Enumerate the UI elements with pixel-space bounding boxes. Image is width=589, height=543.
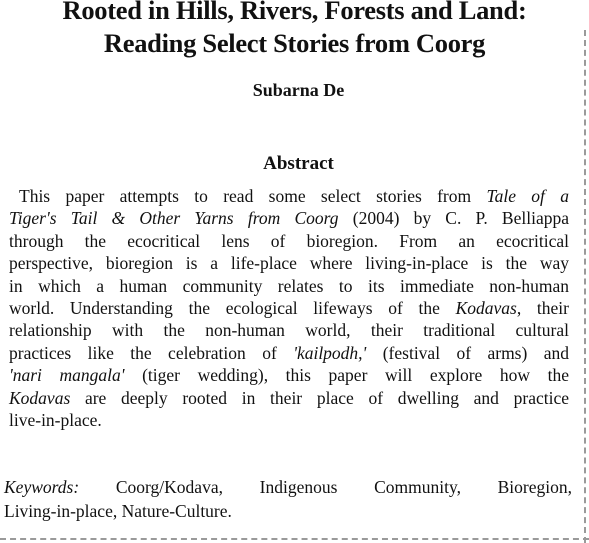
term-kailpodh: 'kailpodh,' — [293, 342, 367, 363]
abstract-line — [9, 207, 569, 229]
abstract-line — [9, 297, 569, 319]
abstract-line — [9, 387, 569, 409]
keywords-line: Living-in-place, Nature-Culture. — [4, 501, 232, 521]
abstract-line: perspective, bioregion is a life-place where living-in-place is the way — [9, 253, 569, 274]
abstract-body — [9, 185, 569, 431]
abstract-line: in which a human community relates to its immediate non-human — [9, 275, 569, 296]
abstract-line — [9, 342, 569, 364]
abstract-text: (2004) by C. P. Belliappa — [338, 208, 569, 229]
term-nari-mangala: 'nari mangala' — [9, 365, 125, 386]
abstract-line: live-in-place. — [9, 410, 102, 431]
abstract-heading: Abstract — [263, 153, 334, 174]
title-line-2: Reading Select Stories from Coorg — [103, 28, 486, 58]
abstract-text: (tiger wedding), this paper will explore how the — [124, 365, 569, 386]
abstract-text: This paper attempts to read some select stories from — [19, 186, 487, 206]
paper-title — [0, 0, 589, 60]
keywords-block — [4, 475, 572, 523]
scan-edge-bottom — [0, 538, 589, 540]
abstract-line — [9, 364, 569, 386]
keywords-label: Keywords: — [4, 477, 80, 497]
abstract-line — [9, 185, 569, 207]
term-kodavas: Kodavas — [455, 298, 517, 319]
abstract-text: are deeply rooted in their place of dwelling and practice — [70, 387, 569, 408]
title-line-1: Rooted in Hills, Rivers, Forests and Land: — [62, 0, 527, 25]
keywords-text: Coorg/Kodava, Indigenous Community, Bioregion, — [79, 477, 572, 497]
term-kodavas: Kodavas — [9, 387, 71, 408]
book-title: Tiger's Tail & Other Yarns from Coorg — [9, 208, 339, 229]
abstract-text: practices like the celebration of — [9, 342, 294, 363]
abstract-text: world. Understanding the ecological lifeways of the — [9, 298, 456, 319]
scan-edge-right — [584, 30, 586, 543]
abstract-text: , their — [516, 298, 569, 319]
book-title: Tale of a — [486, 186, 569, 206]
abstract-line: through the ecocritical lens of bioregion. From an ecocritical — [9, 230, 569, 251]
author-name: Subarna De — [252, 80, 345, 100]
abstract-line: relationship with the non-human world, their traditional cultural — [9, 320, 569, 341]
abstract-text: (festival of arms) and — [366, 342, 569, 363]
keywords-line — [4, 475, 572, 499]
